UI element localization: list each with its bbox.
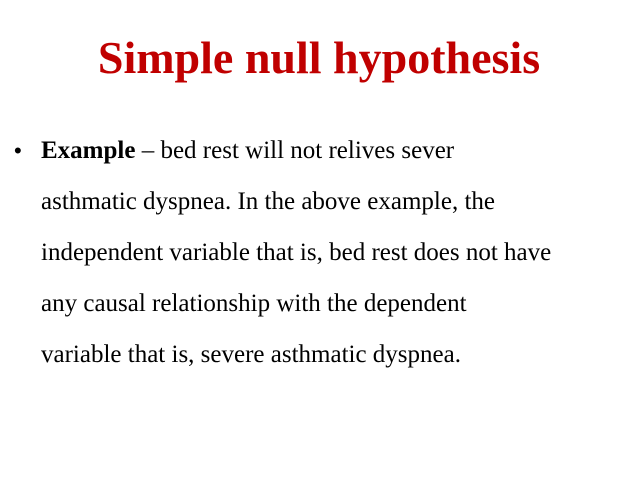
bullet-lead-term: Example — [41, 137, 136, 164]
bullet-line-4: any causal relationship with the dependent — [41, 290, 467, 317]
bullet-text — [41, 125, 629, 380]
bullet-line-1-text: – bed rest will not relives sever — [135, 137, 455, 164]
bullet-line-2: asthmatic dyspnea. In the above example, the — [41, 188, 496, 215]
bullet-line-5: variable that is, severe asthmatic dyspnea. — [41, 341, 461, 368]
bullet-line-1 — [41, 125, 629, 176]
bullet-marker: • — [14, 138, 22, 163]
bullet-line-3: independent variable that is, bed rest does not have — [41, 239, 552, 266]
bullet-item — [14, 125, 629, 380]
slide-title: Simple null hypothesis — [97, 32, 541, 83]
